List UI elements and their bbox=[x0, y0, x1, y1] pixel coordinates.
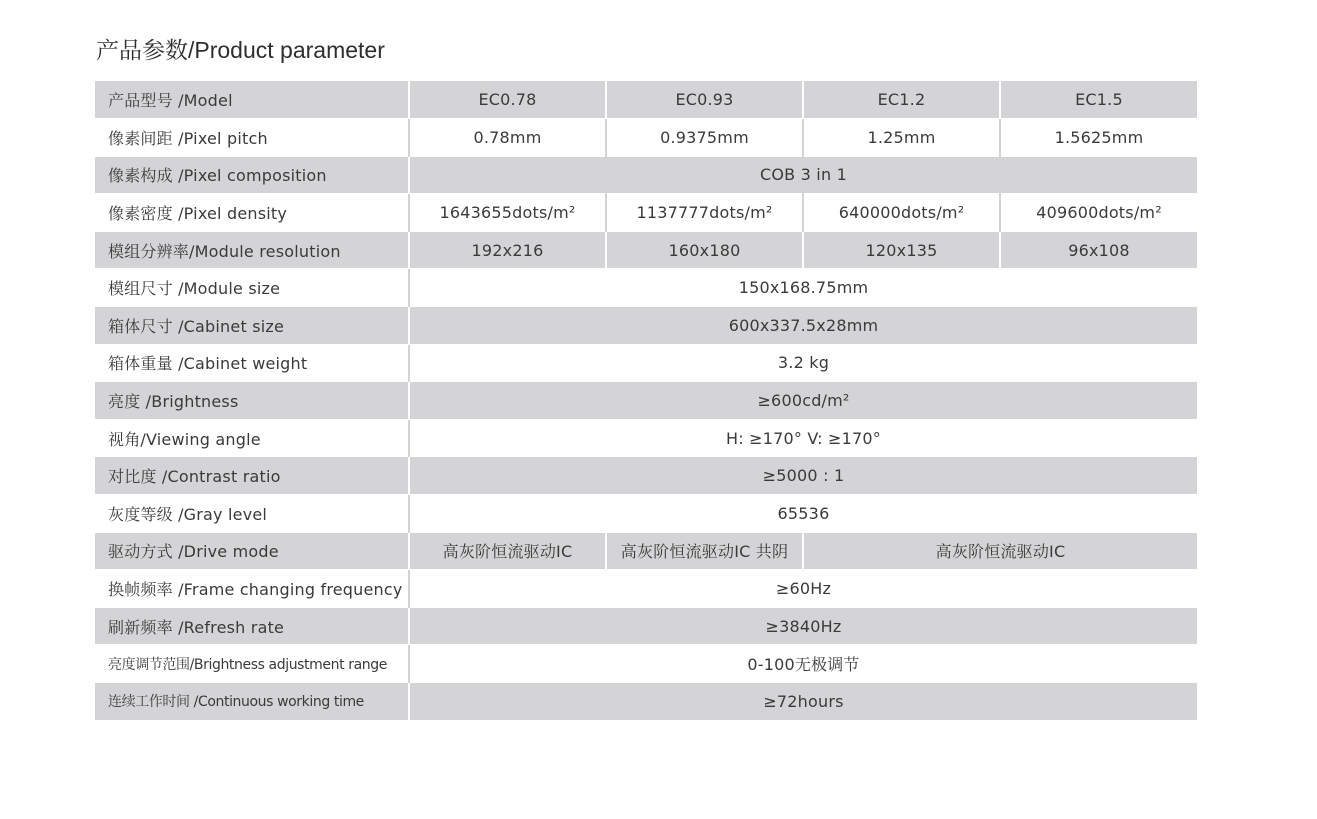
table-row bbox=[95, 607, 1197, 645]
value-cell: ≥60Hz bbox=[409, 570, 1197, 608]
table-row bbox=[95, 570, 1197, 608]
row-label: 箱体重量 /Cabinet weight bbox=[95, 344, 409, 382]
table-row bbox=[95, 495, 1197, 533]
table-row bbox=[95, 382, 1197, 420]
value-cell: ≥5000 : 1 bbox=[409, 457, 1197, 495]
row-label: 模组分辨率/Module resolution bbox=[95, 231, 409, 269]
value-cell: 1137777dots/m² bbox=[606, 194, 803, 232]
page-title: 产品参数/Product parameter bbox=[96, 37, 385, 63]
table-row bbox=[95, 419, 1197, 457]
value-cell: H: ≥170° V: ≥170° bbox=[409, 419, 1197, 457]
row-label: 像素构成 /Pixel composition bbox=[95, 156, 409, 194]
value-cell: COB 3 in 1 bbox=[409, 156, 1197, 194]
value-cell: 600x337.5x28mm bbox=[409, 307, 1197, 345]
value-cell: 96x108 bbox=[1000, 231, 1197, 269]
row-label: 模组尺寸 /Module size bbox=[95, 269, 409, 307]
value-cell: 160x180 bbox=[606, 231, 803, 269]
table-row bbox=[95, 119, 1197, 157]
row-label: 灰度等级 /Gray level bbox=[95, 495, 409, 533]
value-cell: 150x168.75mm bbox=[409, 269, 1197, 307]
row-label: 视角/Viewing angle bbox=[95, 419, 409, 457]
table-row bbox=[95, 683, 1197, 721]
value-cell: 640000dots/m² bbox=[803, 194, 1000, 232]
value-cell: 高灰阶恒流驱动IC bbox=[409, 532, 606, 570]
value-cell: 409600dots/m² bbox=[1000, 194, 1197, 232]
value-cell: ≥72hours bbox=[409, 683, 1197, 721]
value-cell: 1.5625mm bbox=[1000, 119, 1197, 157]
value-cell: 65536 bbox=[409, 495, 1197, 533]
value-cell: EC0.78 bbox=[409, 81, 606, 119]
table-row bbox=[95, 457, 1197, 495]
value-cell: 120x135 bbox=[803, 231, 1000, 269]
table-row bbox=[95, 532, 1197, 570]
value-cell: 1.25mm bbox=[803, 119, 1000, 157]
row-label: 亮度 /Brightness bbox=[95, 382, 409, 420]
table-row bbox=[95, 344, 1197, 382]
table-body bbox=[95, 81, 1197, 720]
table-row bbox=[95, 269, 1197, 307]
row-label: 产品型号 /Model bbox=[95, 81, 409, 119]
value-cell: EC1.5 bbox=[1000, 81, 1197, 119]
value-cell: 0.9375mm bbox=[606, 119, 803, 157]
row-label: 换帧频率 /Frame changing frequency bbox=[95, 570, 409, 608]
value-cell: EC1.2 bbox=[803, 81, 1000, 119]
table-row bbox=[95, 81, 1197, 119]
row-label: 像素间距 /Pixel pitch bbox=[95, 119, 409, 157]
table-row bbox=[95, 645, 1197, 683]
row-label: 箱体尺寸 /Cabinet size bbox=[95, 307, 409, 345]
value-cell: 192x216 bbox=[409, 231, 606, 269]
value-cell: 高灰阶恒流驱动IC bbox=[803, 532, 1197, 570]
row-label: 刷新频率 /Refresh rate bbox=[95, 607, 409, 645]
value-cell: 0.78mm bbox=[409, 119, 606, 157]
table-row bbox=[95, 307, 1197, 345]
value-cell: 1643655dots/m² bbox=[409, 194, 606, 232]
row-label: 亮度调节范围/Brightness adjustment range bbox=[95, 645, 409, 683]
row-label: 对比度 /Contrast ratio bbox=[95, 457, 409, 495]
row-label: 驱动方式 /Drive mode bbox=[95, 532, 409, 570]
value-cell: 高灰阶恒流驱动IC 共阴 bbox=[606, 532, 803, 570]
value-cell: EC0.93 bbox=[606, 81, 803, 119]
value-cell: 0-100无极调节 bbox=[409, 645, 1197, 683]
table-row bbox=[95, 231, 1197, 269]
row-label: 连续工作时间 /Continuous working time bbox=[95, 683, 409, 721]
product-parameter-table bbox=[95, 81, 1197, 721]
table-row bbox=[95, 194, 1197, 232]
value-cell: ≥600cd/m² bbox=[409, 382, 1197, 420]
table-row bbox=[95, 156, 1197, 194]
row-label: 像素密度 /Pixel density bbox=[95, 194, 409, 232]
value-cell: 3.2 kg bbox=[409, 344, 1197, 382]
value-cell: ≥3840Hz bbox=[409, 607, 1197, 645]
